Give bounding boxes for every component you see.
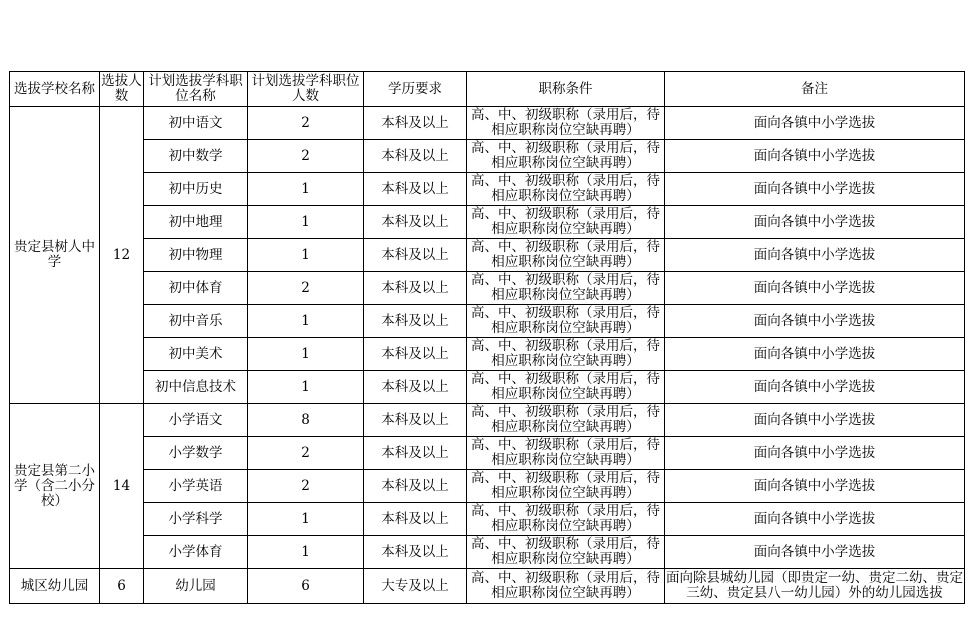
remark-cell: 面向各镇中小学选拔 [665,173,965,206]
title-condition-cell: 高、中、初级职称（录用后，待相应职称岗位空缺再聘） [467,272,665,305]
table-row [10,305,965,338]
table-row [10,206,965,239]
position-count-cell: 1 [248,305,364,338]
position-count-cell: 1 [248,536,364,569]
table-row [10,470,965,503]
education-cell: 本科及以上 [364,173,467,206]
table-row [10,140,965,173]
header-school: 选拔学校名称 [10,72,100,107]
position-count-cell: 1 [248,239,364,272]
header-row [10,72,965,107]
position-count-cell: 2 [248,140,364,173]
education-cell: 本科及以上 [364,503,467,536]
table-row [10,371,965,404]
position-count-cell: 2 [248,272,364,305]
remark-cell: 面向各镇中小学选拔 [665,437,965,470]
education-cell: 本科及以上 [364,470,467,503]
table-row [10,239,965,272]
position-name-cell: 初中地理 [144,206,248,239]
title-condition-cell: 高、中、初级职称（录用后，待相应职称岗位空缺再聘） [467,239,665,272]
position-name-cell: 初中美术 [144,338,248,371]
table-row [10,536,965,569]
title-condition-cell: 高、中、初级职称（录用后，待相应职称岗位空缺再聘） [467,569,665,604]
header-title-condition: 职称条件 [467,72,665,107]
table-row [10,107,965,140]
table-row [10,173,965,206]
title-condition-cell: 高、中、初级职称（录用后，待相应职称岗位空缺再聘） [467,437,665,470]
school-name-cell: 城区幼儿园 [10,569,100,604]
education-cell: 本科及以上 [364,536,467,569]
position-count-cell: 2 [248,437,364,470]
position-count-cell: 1 [248,338,364,371]
position-count-cell: 6 [248,569,364,604]
position-count-cell: 2 [248,470,364,503]
position-name-cell: 小学数学 [144,437,248,470]
remark-cell: 面向各镇中小学选拔 [665,536,965,569]
position-name-cell: 小学语文 [144,404,248,437]
position-name-cell: 初中语文 [144,107,248,140]
position-name-cell: 幼儿园 [144,569,248,604]
education-cell: 大专及以上 [364,569,467,604]
table-row [10,272,965,305]
position-name-cell: 小学体育 [144,536,248,569]
selection-count-cell: 12 [100,107,144,404]
remark-cell: 面向各镇中小学选拔 [665,371,965,404]
header-position: 计划选拔学科职位名称 [144,72,248,107]
table-row [10,569,965,604]
table-row [10,338,965,371]
position-name-cell: 小学科学 [144,503,248,536]
position-count-cell: 1 [248,503,364,536]
table-row [10,503,965,536]
title-condition-cell: 高、中、初级职称（录用后，待相应职称岗位空缺再聘） [467,173,665,206]
table-row [10,437,965,470]
title-condition-cell: 高、中、初级职称（录用后，待相应职称岗位空缺再聘） [467,371,665,404]
selection-count-cell: 6 [100,569,144,604]
remark-cell: 面向各镇中小学选拔 [665,206,965,239]
title-condition-cell: 高、中、初级职称（录用后，待相应职称岗位空缺再聘） [467,206,665,239]
education-cell: 本科及以上 [364,338,467,371]
position-name-cell: 初中信息技术 [144,371,248,404]
position-name-cell: 初中音乐 [144,305,248,338]
title-condition-cell: 高、中、初级职称（录用后，待相应职称岗位空缺再聘） [467,338,665,371]
selection-table [9,71,965,604]
school-name-cell: 贵定县树人中学 [10,107,100,404]
position-name-cell: 初中体育 [144,272,248,305]
table-row [10,404,965,437]
education-cell: 本科及以上 [364,437,467,470]
title-condition-cell: 高、中、初级职称（录用后，待相应职称岗位空缺再聘） [467,140,665,173]
title-condition-cell: 高、中、初级职称（录用后，待相应职称岗位空缺再聘） [467,107,665,140]
position-name-cell: 初中历史 [144,173,248,206]
header-education: 学历要求 [364,72,467,107]
selection-count-cell: 14 [100,404,144,569]
remark-cell: 面向各镇中小学选拔 [665,305,965,338]
title-condition-cell: 高、中、初级职称（录用后，待相应职称岗位空缺再聘） [467,503,665,536]
remark-cell: 面向除县城幼儿园（即贵定一幼、贵定二幼、贵定三幼、贵定县八一幼儿园）外的幼儿园选拔 [665,569,965,604]
remark-cell: 面向各镇中小学选拔 [665,338,965,371]
education-cell: 本科及以上 [364,206,467,239]
education-cell: 本科及以上 [364,305,467,338]
title-condition-cell: 高、中、初级职称（录用后，待相应职称岗位空缺再聘） [467,536,665,569]
table-body [10,107,965,604]
education-cell: 本科及以上 [364,404,467,437]
remark-cell: 面向各镇中小学选拔 [665,503,965,536]
position-count-cell: 1 [248,371,364,404]
education-cell: 本科及以上 [364,272,467,305]
education-cell: 本科及以上 [364,239,467,272]
remark-cell: 面向各镇中小学选拔 [665,272,965,305]
header-position-count: 计划选拔学科职位人数 [248,72,364,107]
position-name-cell: 小学英语 [144,470,248,503]
remark-cell: 面向各镇中小学选拔 [665,404,965,437]
header-count: 选拔人数 [100,72,144,107]
education-cell: 本科及以上 [364,140,467,173]
position-name-cell: 初中物理 [144,239,248,272]
position-count-cell: 2 [248,107,364,140]
education-cell: 本科及以上 [364,107,467,140]
title-condition-cell: 高、中、初级职称（录用后，待相应职称岗位空缺再聘） [467,305,665,338]
position-count-cell: 8 [248,404,364,437]
position-count-cell: 1 [248,206,364,239]
remark-cell: 面向各镇中小学选拔 [665,107,965,140]
position-name-cell: 初中数学 [144,140,248,173]
header-remark: 备注 [665,72,965,107]
education-cell: 本科及以上 [364,371,467,404]
school-name-cell: 贵定县第二小学（含二小分校） [10,404,100,569]
remark-cell: 面向各镇中小学选拔 [665,239,965,272]
remark-cell: 面向各镇中小学选拔 [665,470,965,503]
remark-cell: 面向各镇中小学选拔 [665,140,965,173]
title-condition-cell: 高、中、初级职称（录用后，待相应职称岗位空缺再聘） [467,404,665,437]
title-condition-cell: 高、中、初级职称（录用后，待相应职称岗位空缺再聘） [467,470,665,503]
position-count-cell: 1 [248,173,364,206]
